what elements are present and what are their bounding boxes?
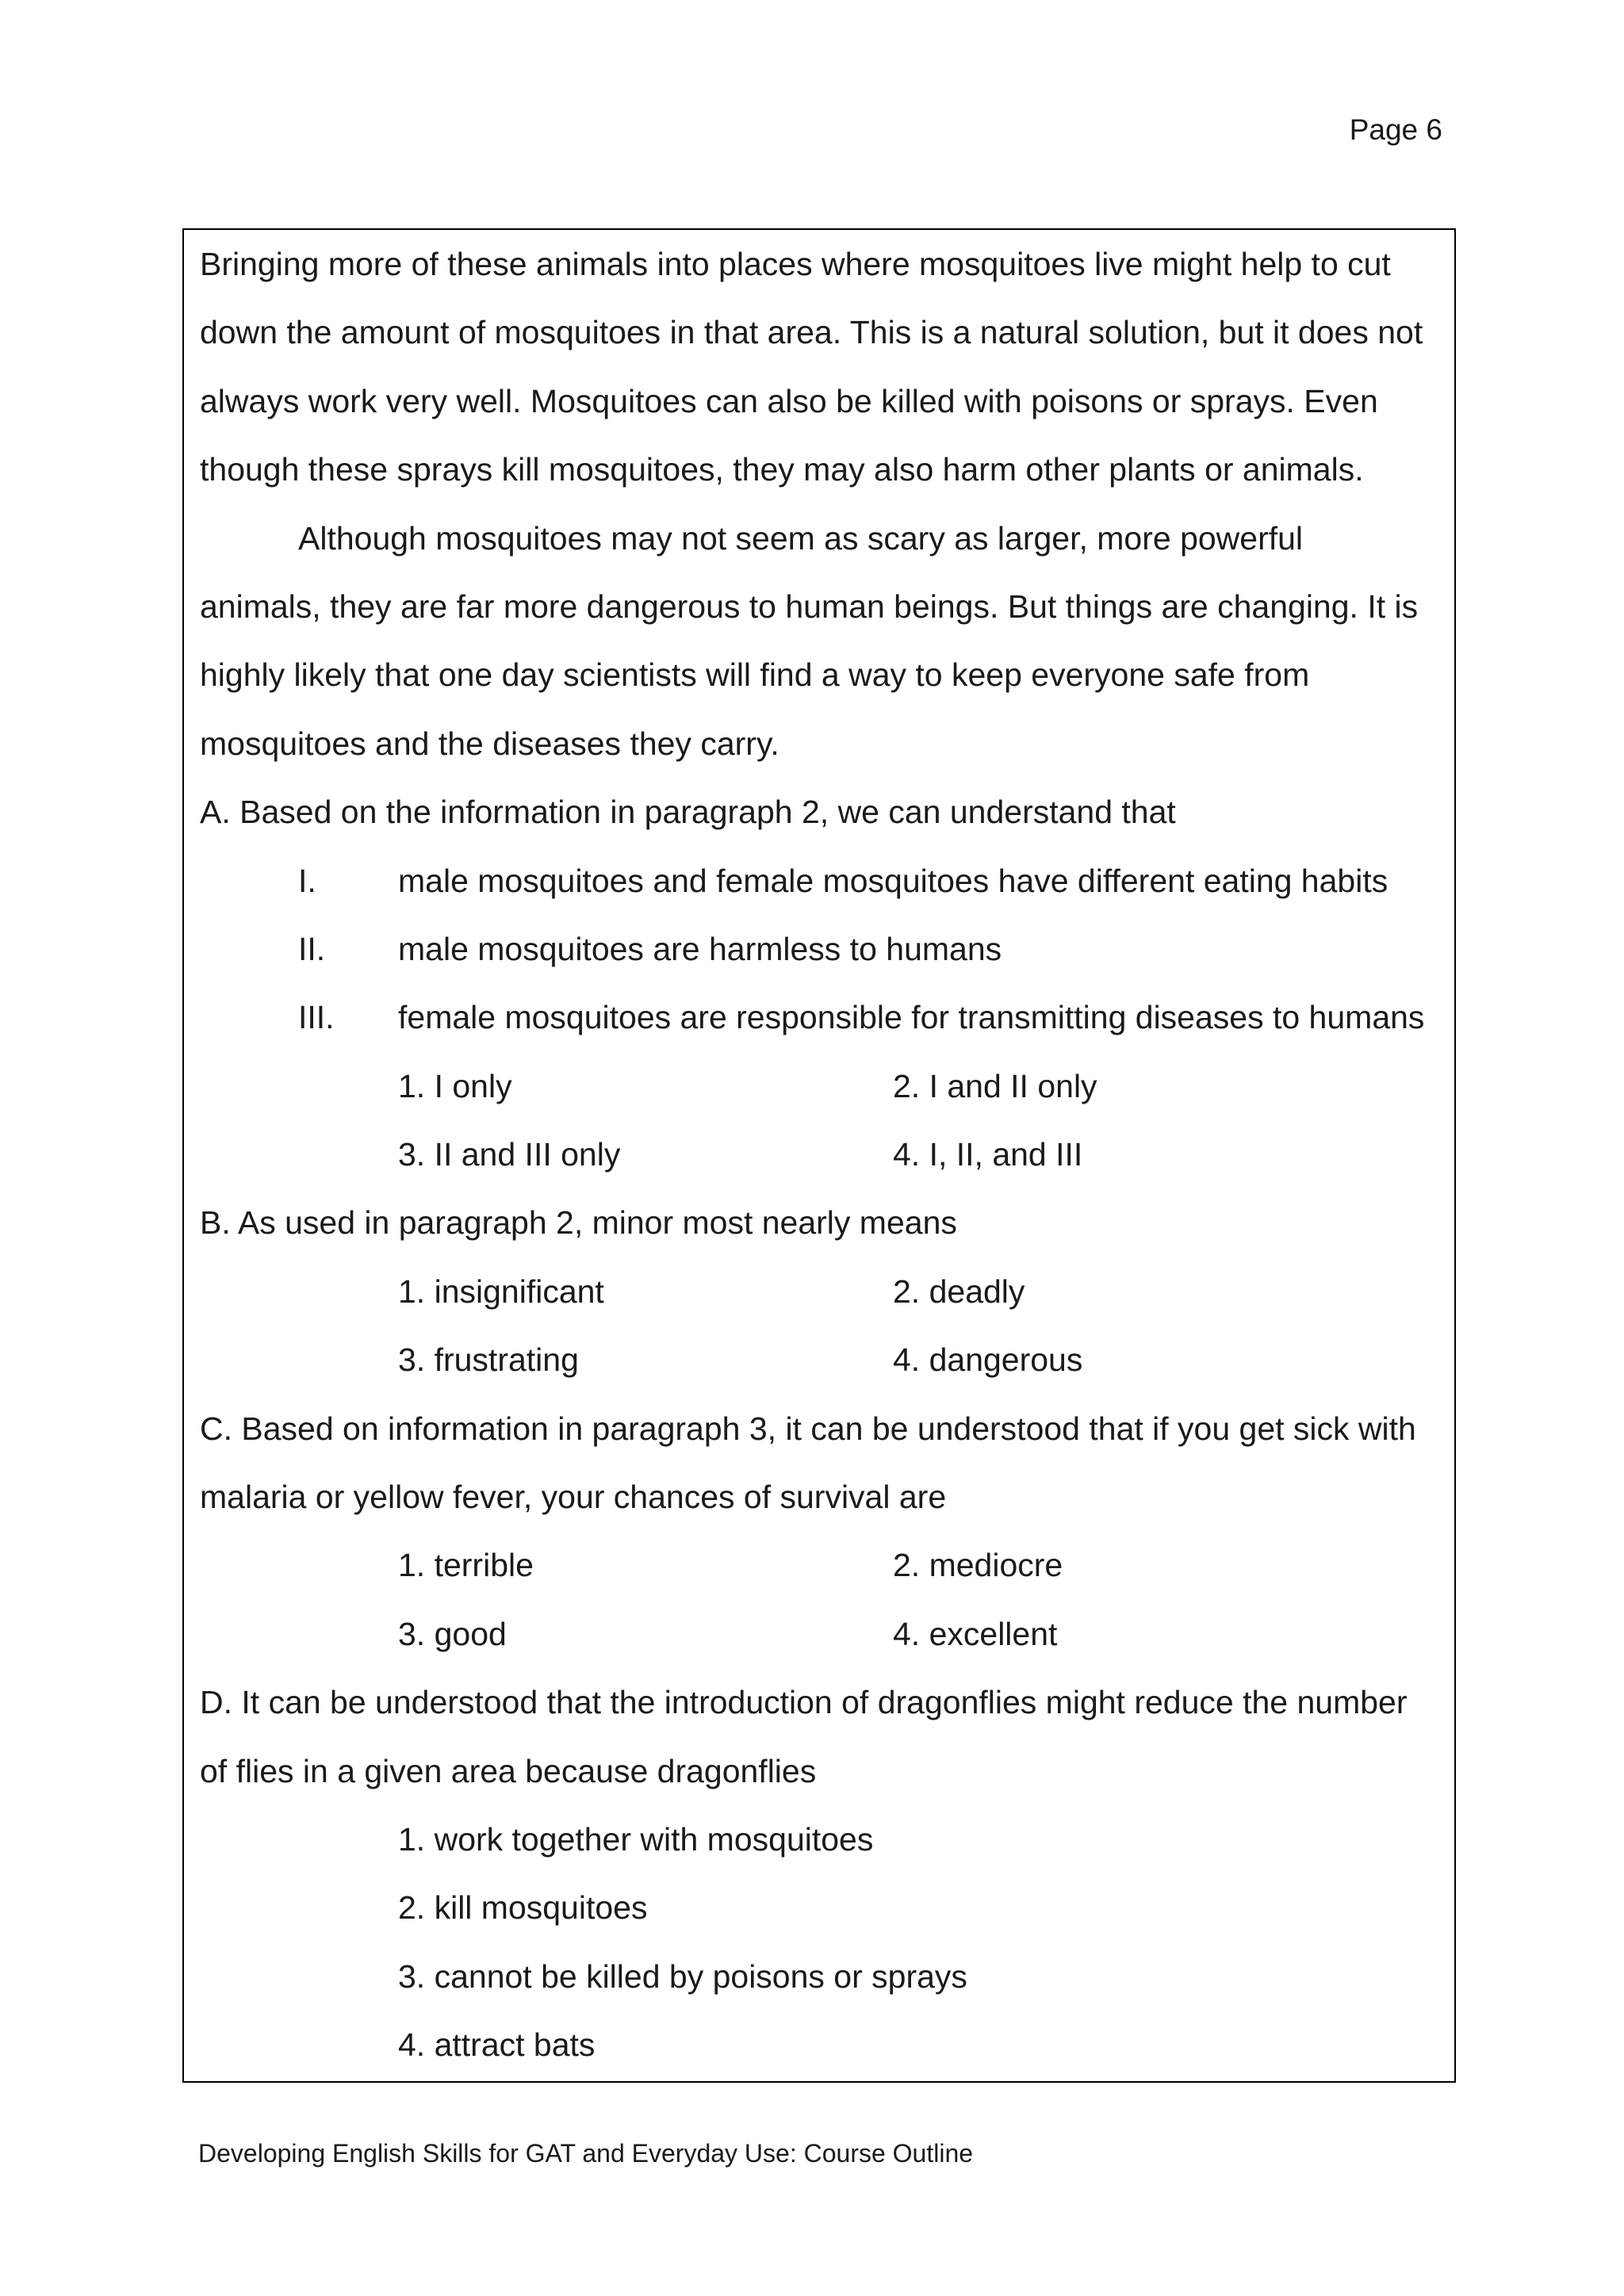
statement-row bbox=[200, 847, 1423, 915]
statement-numeral: I. bbox=[298, 862, 316, 899]
option-row bbox=[200, 1120, 1423, 1188]
answer-option: 3. frustrating bbox=[398, 1341, 579, 1379]
question-c bbox=[200, 1395, 1423, 1669]
question-c-stem: C. Based on information in paragraph 3, it can be understood that if you get sick with bbox=[200, 1410, 1416, 1447]
passage bbox=[200, 230, 1423, 2080]
option-row bbox=[200, 1257, 1423, 1326]
answer-option: 1. I only bbox=[398, 1067, 512, 1104]
question-b bbox=[200, 1188, 1423, 1394]
answer-option: 2. deadly bbox=[893, 1272, 1025, 1310]
answer-option: 4. dangerous bbox=[893, 1341, 1083, 1379]
statement-row bbox=[200, 915, 1423, 983]
question-a-stem: A. Based on the information in paragraph 2, we can understand that bbox=[200, 794, 1176, 831]
footer-text: Developing English Skills for GAT and Everyday Use: Course Outline bbox=[198, 2139, 974, 2168]
answer-option: 1. terrible bbox=[398, 1547, 534, 1584]
answer-option: 3. good bbox=[398, 1615, 507, 1652]
option-row bbox=[200, 2011, 1423, 2079]
statement-numeral: III. bbox=[298, 999, 335, 1036]
question-c-stem: malaria or yellow fever, your chances of survival are bbox=[200, 1479, 947, 1516]
statement-text: male mosquitoes are harmless to humans bbox=[398, 930, 1002, 967]
option-row bbox=[200, 1600, 1423, 1668]
answer-option: 3. cannot be killed by poisons or sprays bbox=[398, 1957, 967, 1995]
answer-option: 4. attract bats bbox=[398, 2026, 596, 2064]
statement-text: female mosquitoes are responsible for transmitting diseases to humans bbox=[398, 999, 1425, 1036]
option-row bbox=[200, 1326, 1423, 1394]
passage-line: Although mosquitoes may not seem as scary as larger, more powerful bbox=[298, 519, 1304, 557]
option-row bbox=[200, 1052, 1423, 1120]
statement-numeral: II. bbox=[298, 930, 326, 967]
question-b-stem: B. As used in paragraph 2, minor most nearly means bbox=[200, 1204, 957, 1242]
passage-line: mosquitoes and the diseases they carry. bbox=[200, 725, 779, 762]
answer-option: 1. work together with mosquitoes bbox=[398, 1820, 874, 1858]
passage-line: always work very well. Mosquitoes can also be killed with poisons or sprays. Even bbox=[200, 382, 1378, 419]
question-d-stem: of flies in a given area because dragonflies bbox=[200, 1752, 817, 1789]
passage-line: Bringing more of these animals into places where mosquitoes live might help to cut bbox=[200, 246, 1391, 282]
question-a bbox=[200, 778, 1423, 1188]
statement-row bbox=[200, 983, 1423, 1051]
passage-line: highly likely that one day scientists will find a way to keep everyone safe from bbox=[200, 656, 1310, 694]
option-row bbox=[200, 1942, 1423, 2011]
passage-line: down the amount of mosquitoes in that area. This is a natural solution, but it does not bbox=[200, 314, 1423, 351]
answer-option: 2. mediocre bbox=[893, 1547, 1063, 1584]
answer-option: 4. I, II, and III bbox=[893, 1136, 1083, 1173]
option-row bbox=[200, 1873, 1423, 1942]
answer-option: 4. excellent bbox=[893, 1615, 1058, 1652]
question-d bbox=[200, 1668, 1423, 2079]
option-row bbox=[200, 1805, 1423, 1873]
answer-option: 3. II and III only bbox=[398, 1136, 621, 1173]
answer-option: 1. insignificant bbox=[398, 1272, 604, 1310]
answer-option: 2. I and II only bbox=[893, 1067, 1097, 1104]
passage-line: though these sprays kill mosquitoes, they may also harm other plants or animals. bbox=[200, 451, 1364, 488]
option-row bbox=[200, 1531, 1423, 1599]
passage-line: animals, they are far more dangerous to human beings. But things are changing. It is bbox=[200, 587, 1419, 625]
reading-box bbox=[182, 228, 1456, 2083]
statement-text: male mosquitoes and female mosquitoes have different eating habits bbox=[398, 862, 1388, 899]
page-number: Page 6 bbox=[1349, 113, 1442, 146]
answer-option: 2. kill mosquitoes bbox=[398, 1889, 648, 1927]
question-d-stem: D. It can be understood that the introduction of dragonflies might reduce the number bbox=[200, 1684, 1408, 1721]
